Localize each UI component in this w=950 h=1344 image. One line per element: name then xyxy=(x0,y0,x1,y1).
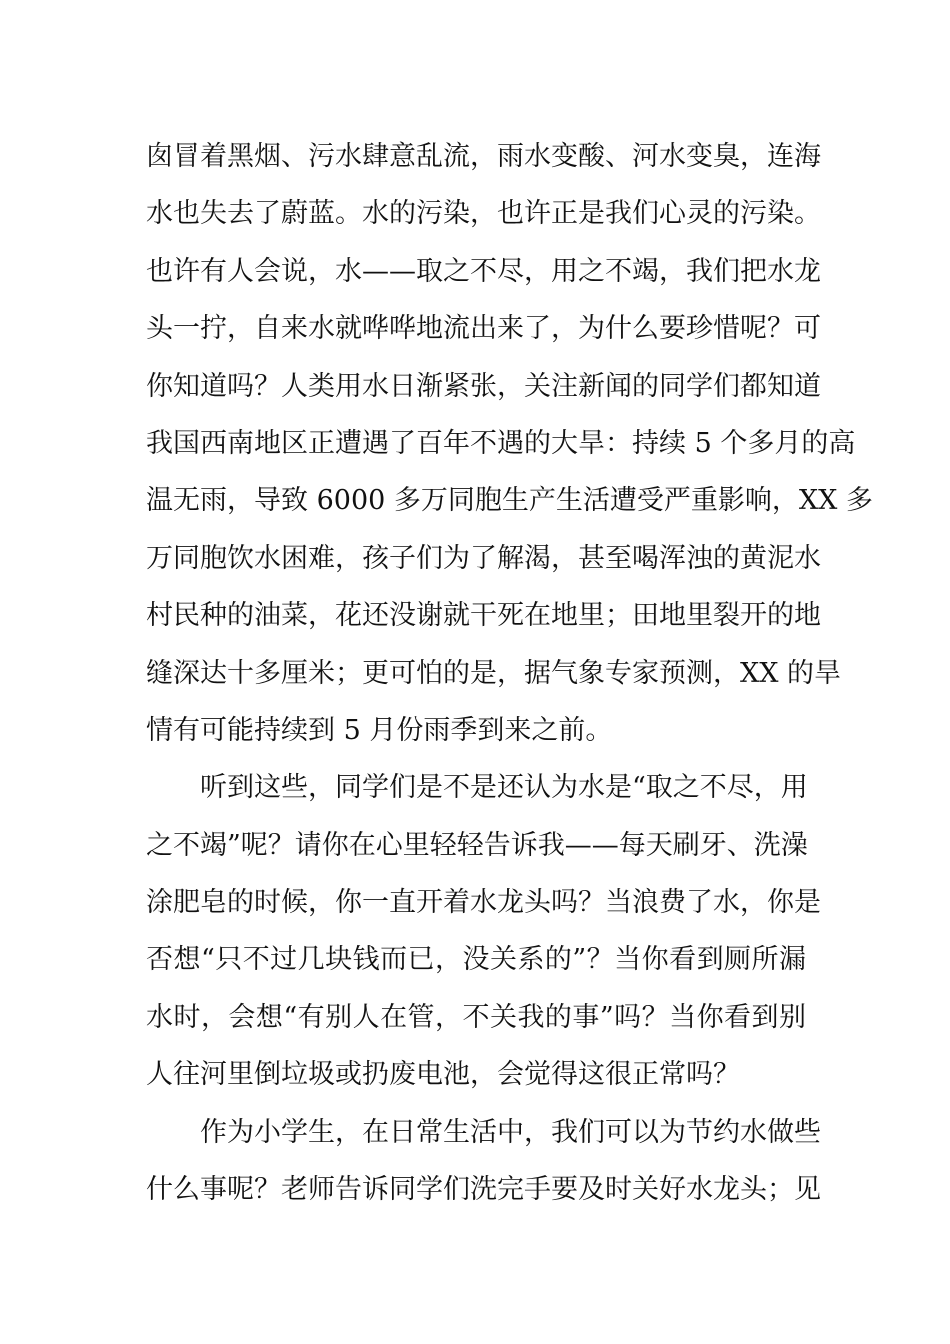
body-text xyxy=(146,128,873,1218)
paragraph-2-line-5: 水时，会想“有别人在管，不关我的事”吗？当你看到别 xyxy=(146,1001,806,1033)
paragraph-1-line-2: 水也失去了蔚蓝。水的污染，也许正是我们心灵的污染。 xyxy=(146,198,821,230)
paragraph-1-line-4: 头一拧，自来水就哗哗地流出来了，为什么要珍惜呢？可 xyxy=(146,313,821,345)
paragraph-1-line-8: 万同胞饮水困难，孩子们为了解渴，甚至喝浑浊的黄泥水 xyxy=(146,542,821,574)
paragraph-1-line-10: 缝深达十多厘米；更可怕的是，据气象专家预测，XX 的旱 xyxy=(146,657,842,689)
paragraph-2-line-3: 涂肥皂的时候，你一直开着水龙头吗？当浪费了水，你是 xyxy=(146,887,821,919)
paragraph-3-line-1: 作为小学生，在日常生活中，我们可以为节约水做些 xyxy=(200,1116,821,1148)
paragraph-1-line-3: 也许有人会说，水——取之不尽，用之不竭，我们把水龙 xyxy=(146,255,821,287)
paragraph-1-line-5: 你知道吗？人类用水日渐紧张，关注新闻的同学们都知道 xyxy=(146,370,821,402)
paragraph-1-line-6: 我国西南地区正遭遇了百年不遇的大旱：持续 5 个多月的高 xyxy=(146,427,856,459)
paragraph-1-line-9: 村民种的油菜，花还没谢就干死在地里；田地里裂开的地 xyxy=(146,600,821,632)
paragraph-2-line-4: 否想“只不过几块钱而已，没关系的”？当你看到厕所漏 xyxy=(146,944,806,976)
paragraph-2-line-2: 之不竭”呢？请你在心里轻轻告诉我——每天刷牙、洗澡 xyxy=(146,829,808,861)
paragraph-1-line-7: 温无雨，导致 6000 多万同胞生产生活遭受严重影响，XX 多 xyxy=(146,485,873,517)
paragraph-1-line-11: 情有可能持续到 5 月份雨季到来之前。 xyxy=(146,714,613,746)
paragraph-2-line-6: 人往河里倒垃圾或扔废电池，会觉得这很正常吗？ xyxy=(146,1059,740,1091)
paragraph-1-line-1: 囱冒着黑烟、污水肆意乱流，雨水变酸、河水变臭，连海 xyxy=(146,141,821,172)
paragraph-3-line-2: 什么事呢？老师告诉同学们洗完手要及时关好水龙头；见 xyxy=(146,1174,821,1206)
paragraph-2-line-1: 听到这些，同学们是不是还认为水是“取之不尽，用 xyxy=(200,772,808,804)
